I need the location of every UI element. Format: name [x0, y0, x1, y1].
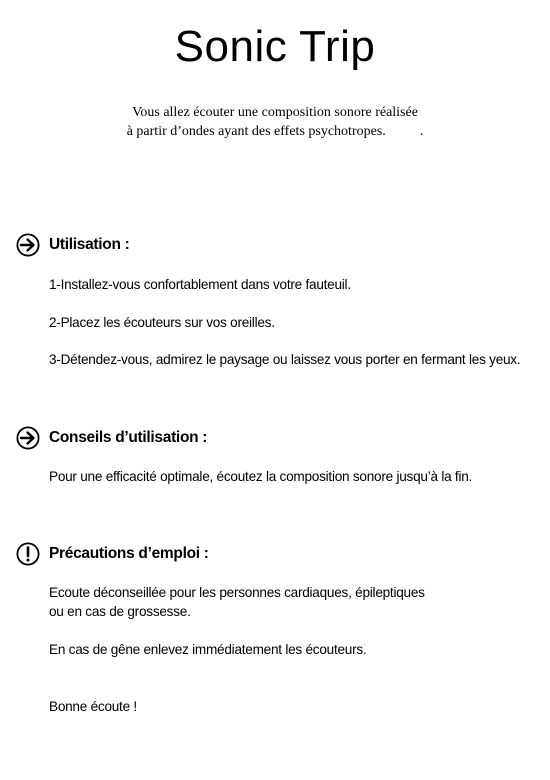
section-heading-label: Utilisation : [49, 236, 130, 253]
section-heading-utilisation [16, 233, 130, 257]
precautions-line-2: ou en cas de grossesse. [49, 604, 191, 619]
utilisation-step-3: 3-Détendez-vous, admirez le paysage ou laissez vous porter en fermant les yeux. [49, 352, 521, 367]
conseils-text: Pour une efficacité optimale, écoutez la composition sonore jusqu’à la fin. [49, 469, 473, 484]
section-heading-conseils [16, 426, 207, 450]
exclamation-circle-icon [16, 542, 40, 566]
section-heading-label: Précautions d’emploi : [49, 545, 209, 562]
section-heading-label: Conseils d’utilisation : [49, 429, 208, 446]
intro-line-2-text: à partir d’ondes ayant des effets psychotropes. [126, 124, 386, 139]
utilisation-step-2: 2-Placez les écouteurs sur vos oreilles. [49, 315, 275, 330]
utilisation-step-1: 1-Installez-vous confortablement dans votre fauteuil. [49, 277, 351, 292]
intro-trailing-dot: . [419, 124, 424, 139]
page-title: Sonic Trip [174, 22, 376, 71]
arrow-right-circle-icon [16, 233, 40, 257]
arrow-right-circle-icon [16, 426, 40, 450]
intro-text [0, 103, 550, 141]
intro-line-1: Vous allez écouter une composition sonore réalisée [132, 105, 418, 120]
intro-line-2 [0, 122, 550, 141]
precautions-line-3: En cas de gêne enlevez immédiatement les écouteurs. [49, 642, 367, 657]
closing-text: Bonne écoute ! [49, 699, 137, 714]
precautions-line-1: Ecoute déconseillée pour les personnes cardiaques, épileptiques [49, 585, 425, 600]
section-heading-precautions [16, 542, 209, 566]
